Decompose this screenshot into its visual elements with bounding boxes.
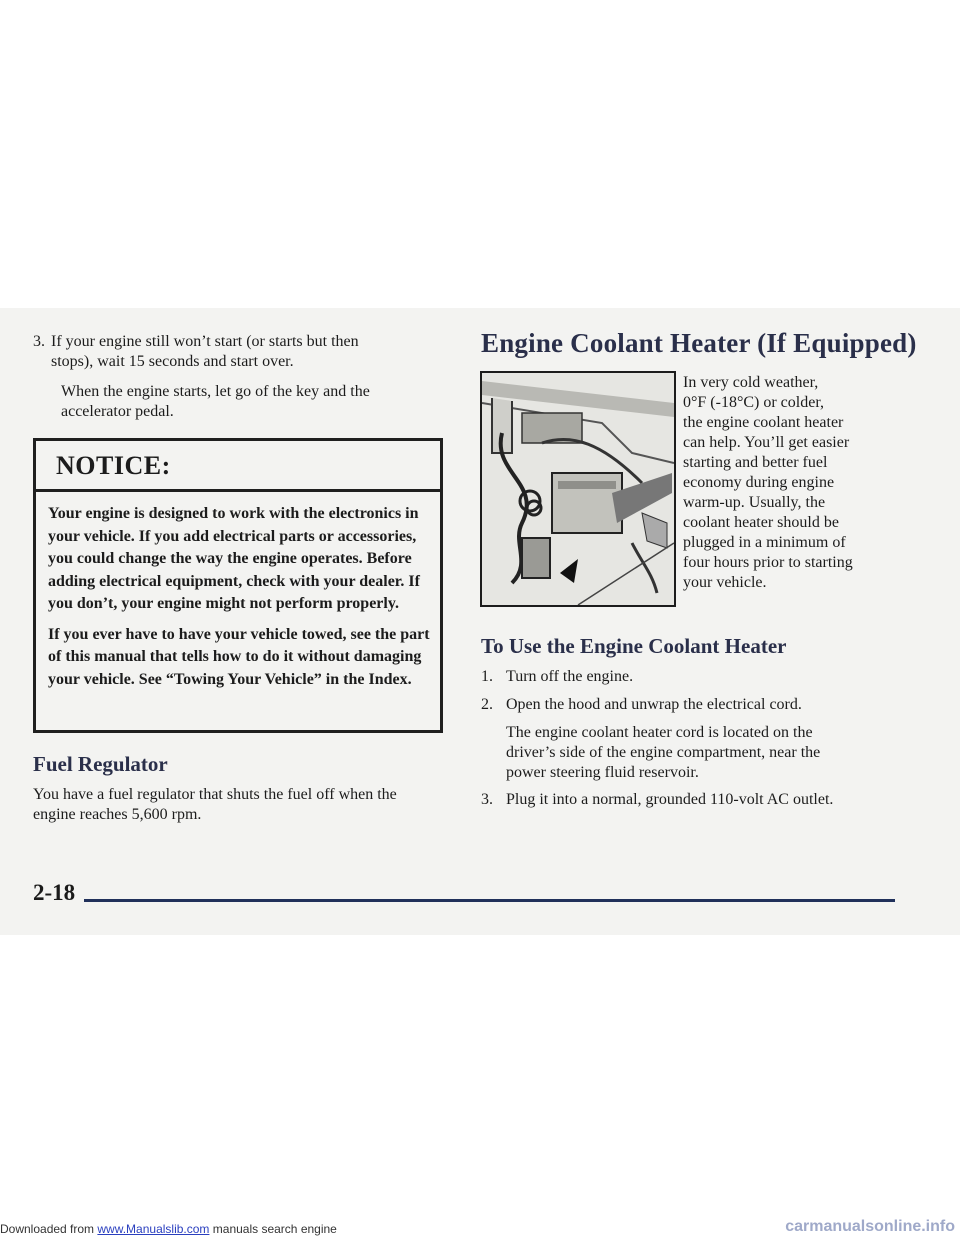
step-text: If your engine still won’t start (or starts but then stops), wait 15 seconds and start over.: [51, 333, 359, 370]
heater-step-1: 1. Turn off the engine.: [481, 668, 634, 685]
watermark: carmanualsonline.info: [785, 1218, 955, 1235]
heater-step-3: 3. Plug it into a normal, grounded 110-volt AC outlet.: [481, 791, 834, 808]
heater-step-2: 2. Open the hood and unwrap the electrical cord.: [481, 696, 802, 713]
page-number: 2-18: [33, 880, 76, 905]
download-credit: Downloaded from www.Manualslib.com manuals search engine: [0, 1222, 337, 1236]
notice-title: NOTICE:: [56, 451, 171, 480]
step-3: [33, 332, 453, 372]
notice-paragraph: If you ever have to have your vehicle towed, see the part of this manual that tells how to do it without damaging your vehicle. See “Towing Your Vehicle” in the Index.: [48, 625, 430, 688]
engine-compartment-illustration: [480, 371, 676, 607]
fuel-regulator-heading: Fuel Regulator: [33, 752, 168, 776]
notice-body: [48, 503, 433, 699]
step-number: 3.: [33, 333, 45, 350]
heater-step-2-detail: The engine coolant heater cord is located on the driver’s side of the engine compartment, near the power steering fluid reservoir.: [506, 724, 821, 781]
coolant-heater-heading: Engine Coolant Heater (If Equipped): [481, 328, 917, 358]
use-heater-heading: To Use the Engine Coolant Heater: [481, 634, 787, 658]
after-start-text: When the engine starts, let go of the key and the accelerator pedal.: [61, 383, 370, 420]
coolant-heater-intro: In very cold weather, 0°F (-18°C) or colder, the engine coolant heater can help. You’ll get easier starting and better fuel economy during engine warm-up. Usually, the coolant heater should be plugged in a minimum of four hours prior to starting your vehicle.: [683, 374, 853, 591]
notice-header: [36, 441, 440, 492]
notice-paragraph: Your engine is designed to work with the electronics in your vehicle. If you add electrical parts or accessories, you could change the way the engine operates. Before adding electrical equipment, check with your dealer. If you don’t, your engine might not perform properly.: [48, 505, 420, 612]
footer-rule: [84, 899, 895, 902]
fuel-regulator-text: You have a fuel regulator that shuts the fuel off when the engine reaches 5,600 rpm.: [33, 786, 397, 823]
engine-illustration-drawing: [482, 373, 674, 605]
manualslib-link[interactable]: www.Manualslib.com: [97, 1222, 210, 1236]
